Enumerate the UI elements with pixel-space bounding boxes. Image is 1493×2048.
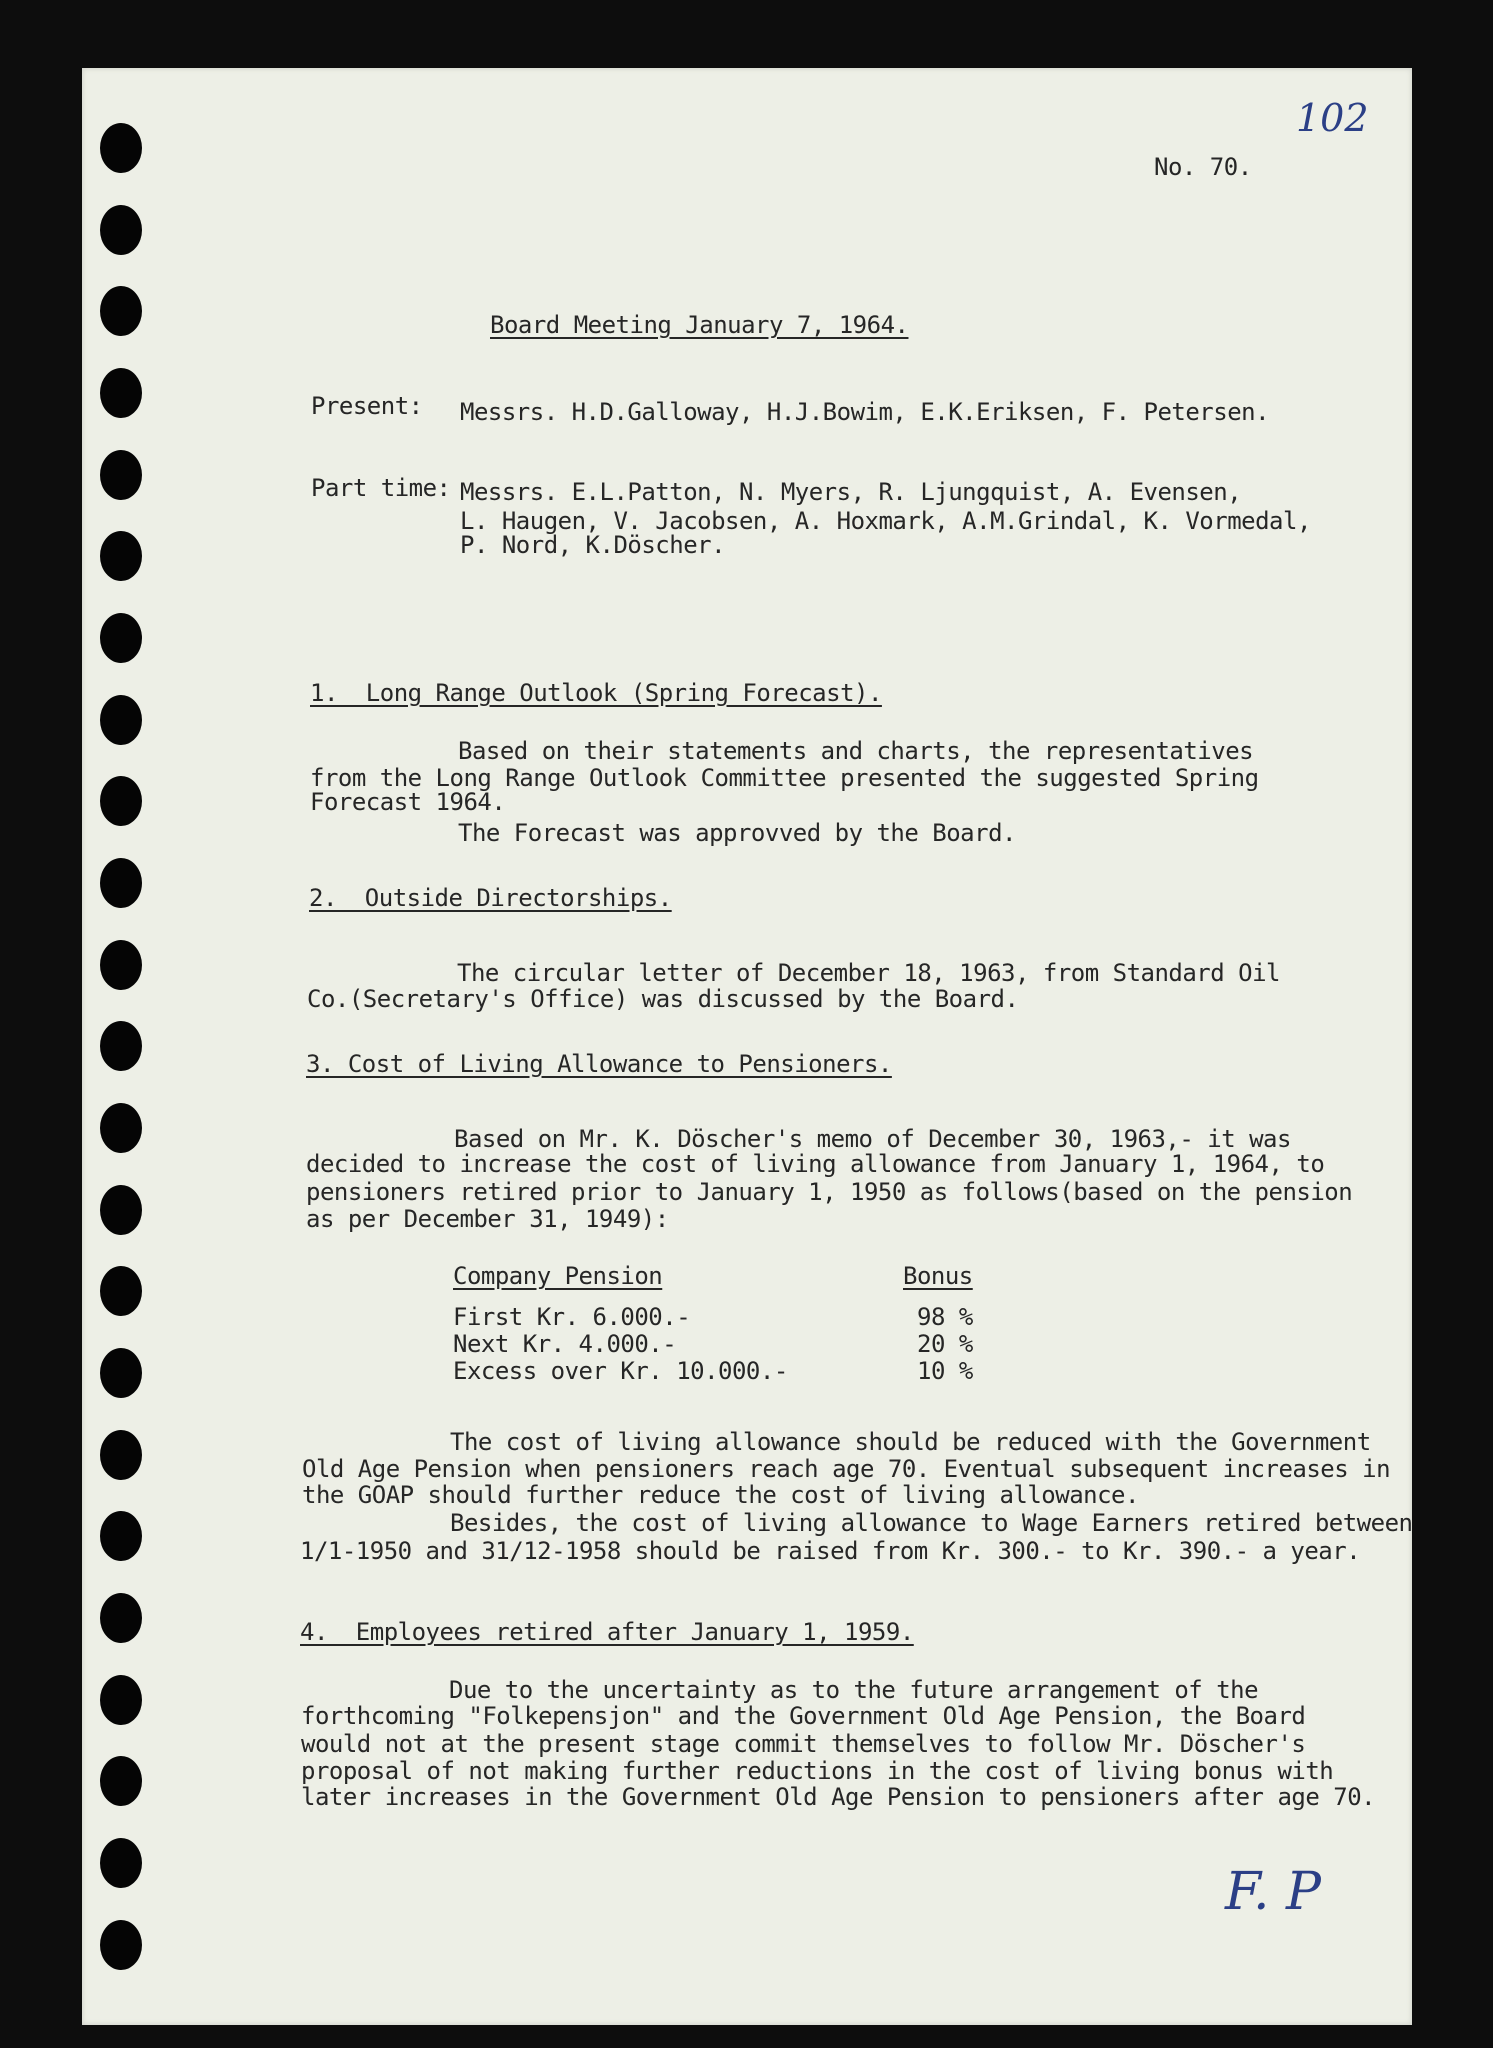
binder-hole [100, 1838, 142, 1888]
paragraph-line: from the Long Range Outlook Committee presented the suggested Spring [310, 764, 1259, 792]
table-header-pension: Company Pension [453, 1262, 663, 1290]
binder-hole [100, 450, 142, 500]
paragraph-line: The cost of living allowance should be reduced with the Government [450, 1428, 1371, 1456]
section-heading: 1. Long Range Outlook (Spring Forecast). [310, 679, 882, 707]
document-number: No. 70. [1154, 153, 1252, 181]
binder-hole [100, 613, 142, 663]
section-heading: 4. Employees retired after January 1, 1959. [300, 1618, 914, 1646]
paragraph-line: pensioners retired prior to January 1, 1950 as follows(based on the pension [306, 1178, 1353, 1206]
table-row: Excess over Kr. 10.000.- [453, 1357, 788, 1385]
paragraph-line: later increases in the Government Old Age Pension to pensioners after age 70. [301, 1783, 1376, 1811]
binder-hole [100, 1920, 142, 1970]
paragraph-line: Based on Mr. K. Döscher's memo of December 30, 1963,- it was [454, 1125, 1291, 1153]
paragraph-line: The circular letter of December 18, 1963, from Standard Oil [457, 959, 1281, 987]
binder-hole [100, 205, 142, 255]
binder-hole [100, 368, 142, 418]
paragraph-line: Due to the uncertainty as to the future arrangement of the [449, 1676, 1259, 1704]
paragraph-line: Besides, the cost of living allowance to Wage Earners retired between [450, 1509, 1413, 1537]
present-names: Messrs. H.D.Galloway, H.J.Bowim, E.K.Eriksen, F. Petersen. [460, 398, 1270, 426]
binder-hole [100, 1103, 142, 1153]
paragraph-line: forthcoming "Folkepensjon" and the Government Old Age Pension, the Board [301, 1702, 1306, 1730]
table-row: 98 % [917, 1303, 973, 1331]
binder-hole [100, 1593, 142, 1643]
paragraph-line: Based on their statements and charts, the representatives [458, 737, 1254, 765]
binder-hole [100, 695, 142, 745]
table-row: 10 % [917, 1357, 973, 1385]
table-row: Next Kr. 4.000.- [453, 1330, 677, 1358]
table-row: 20 % [917, 1330, 973, 1358]
paragraph-line: Forecast 1964. [310, 788, 506, 816]
binder-hole [100, 1511, 142, 1561]
handwritten-page-number: 102 [1296, 96, 1369, 140]
paragraph-line: proposal of not making further reductions in the cost of living bonus with [301, 1757, 1334, 1785]
binder-hole [100, 776, 142, 826]
binder-hole [100, 940, 142, 990]
paragraph-line: would not at the present stage commit themselves to follow Mr. Döscher's [301, 1730, 1306, 1758]
table-row: First Kr. 6.000.- [453, 1303, 691, 1331]
section-heading: 2. Outside Directorships. [309, 884, 672, 912]
paragraph-line: Co.(Secretary's Office) was discussed by the Board. [307, 985, 1019, 1013]
page-title: Board Meeting January 7, 1964. [490, 311, 909, 339]
binder-hole [100, 1266, 142, 1316]
binder-hole [100, 123, 142, 173]
paragraph-line: decided to increase the cost of living allowance from January 1, 1964, to [306, 1150, 1325, 1178]
section-heading: 3. Cost of Living Allowance to Pensioners. [306, 1050, 892, 1078]
part-time-names: Messrs. E.L.Patton, N. Myers, R. Ljungquist, A. Evensen, [460, 478, 1242, 506]
present-label: Present: [311, 392, 423, 420]
paragraph-line: Old Age Pension when pensioners reach age 70. Eventual subsequent increases in [302, 1455, 1391, 1483]
binder-hole [100, 1675, 142, 1725]
binder-hole [100, 1430, 142, 1480]
binder-hole [100, 531, 142, 581]
binder-hole [100, 1756, 142, 1806]
binder-hole [100, 286, 142, 336]
part-time-names: L. Haugen, V. Jacobsen, A. Hoxmark, A.M.Grindal, K. Vormedal, [460, 507, 1311, 535]
table-header-bonus: Bonus [903, 1262, 973, 1290]
paragraph-line: the GOAP should further reduce the cost of living allowance. [302, 1481, 1139, 1509]
paragraph-line: as per December 31, 1949): [306, 1205, 669, 1233]
part-time-names: P. Nord, K.Döscher. [460, 531, 726, 559]
binder-hole [100, 1021, 142, 1071]
binder-hole [100, 1185, 142, 1235]
paragraph-line: 1/1-1950 and 31/12-1958 should be raised from Kr. 300.- to Kr. 390.- a year. [300, 1537, 1361, 1565]
part-time-label: Part time: [311, 474, 451, 502]
signature-initials: F. P [1225, 1862, 1322, 1922]
binder-hole [100, 858, 142, 908]
binder-hole [100, 1348, 142, 1398]
paragraph-line: The Forecast was approvved by the Board. [458, 819, 1016, 847]
